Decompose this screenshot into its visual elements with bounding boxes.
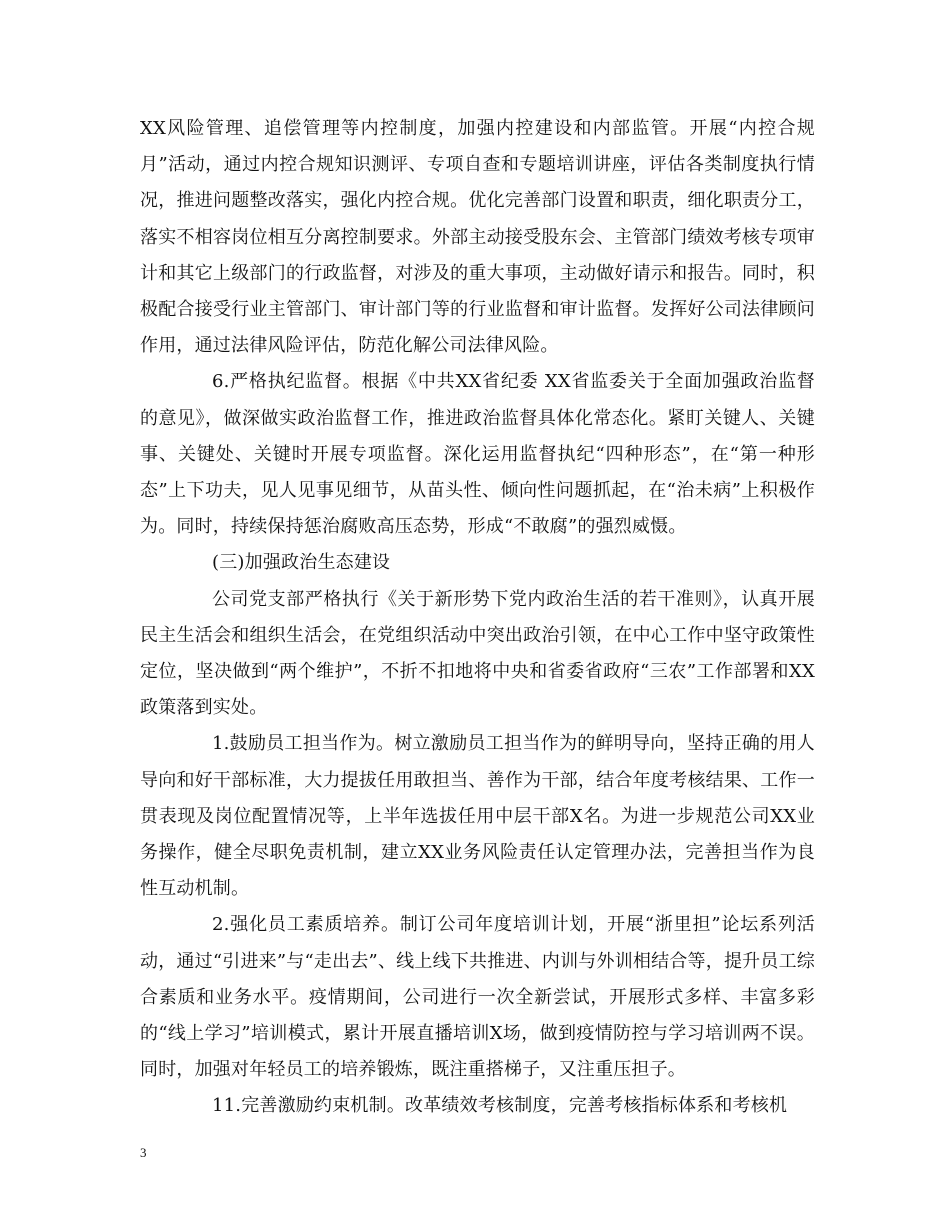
document-body [140,111,815,1125]
paragraph-encourage-staff: 1.鼓励员工担当作为。树立激励员工担当作为的鲜明导向，坚持正确的用人导向和好干部标准，大力提拔任用敢担当、善作为干部，结合年度考核结果、工作一贯表现及岗位配置情况等，上半年选拔任用中层干部X名。为进一步规范公司XX业务操作，健全尽职免责机制，建立XX业务风险责任认定管理办法，完善担当作为良性互动机制。 [140,733,815,900]
page-number: 3 [140,1145,147,1160]
section-heading-political-ecology: (三)加强政治生态建设 [212,552,391,574]
paragraph-incentive-mechanism: 11.完善激励约束机制。改革绩效考核制度，完善考核指标体系和考核机 [212,1095,788,1117]
paragraph-discipline-supervision: 6.严格执纪监督。根据《中共XX省纪委 XX省监委关于全面加强政治监督的意见》，做深做实政治监督工作，推进政治监督具体化常态化。紧盯关键人、关键事、关键处、关键时开展专项监督。深化运用监督执纪“四种形态”，在“第一种形态”上下功夫，见人见事见细节，从苗头性、倾向性问题抓起，在“治未病”上积极作为。同时，持续保持惩治腐败高压态势，形成“不敢腐”的强烈威慑。 [140,371,815,538]
paragraph-internal-control: XX风险管理、追偿管理等内控制度，加强内控建设和内部监管。开展“内控合规月”活动，通过内控合规知识测评、专项自查和专题培训讲座，评估各类制度执行情况，推进问题整改落实，强化内控合规。优化完善部门设置和职责，细化职责分工，落实不相容岗位相互分离控制要求。外部主动接受股东会、主管部门绩效考核专项审计和其它上级部门的行政监督，对涉及的重大事项，主动做好请示和报告。同时，积极配合接受行业主管部门、审计部门等的行业监督和审计监督。发挥好公司法律顾问作用，通过法律风险评估，防范化解公司法律风险。 [140,118,815,357]
paragraph-party-branch: 公司党支部严格执行《关于新形势下党内政治生活的若干准则》，认真开展民主生活会和组织生活会，在党组织活动中突出政治引领，在中心工作中坚守政策性定位，坚决做到“两个维护”，不折不扣地将中央和省委省政府“三农”工作部署和XX政策落到实处。 [140,588,815,719]
paragraph-staff-training: 2.强化员工素质培养。制订公司年度培训计划，开展“浙里担”论坛系列活动，通过“引进来”与“走出去”、线上线下共推进、内训与外训相结合等，提升员工综合素质和业务水平。疫情期间，公司进行一次全新尝试，开展形式多样、丰富多彩的“线上学习”培训模式，累计开展直播培训X场，做到疫情防控与学习培训两不误。同时，加强对年轻员工的培养锻炼，既注重搭梯子，又注重压担子。 [140,914,815,1081]
